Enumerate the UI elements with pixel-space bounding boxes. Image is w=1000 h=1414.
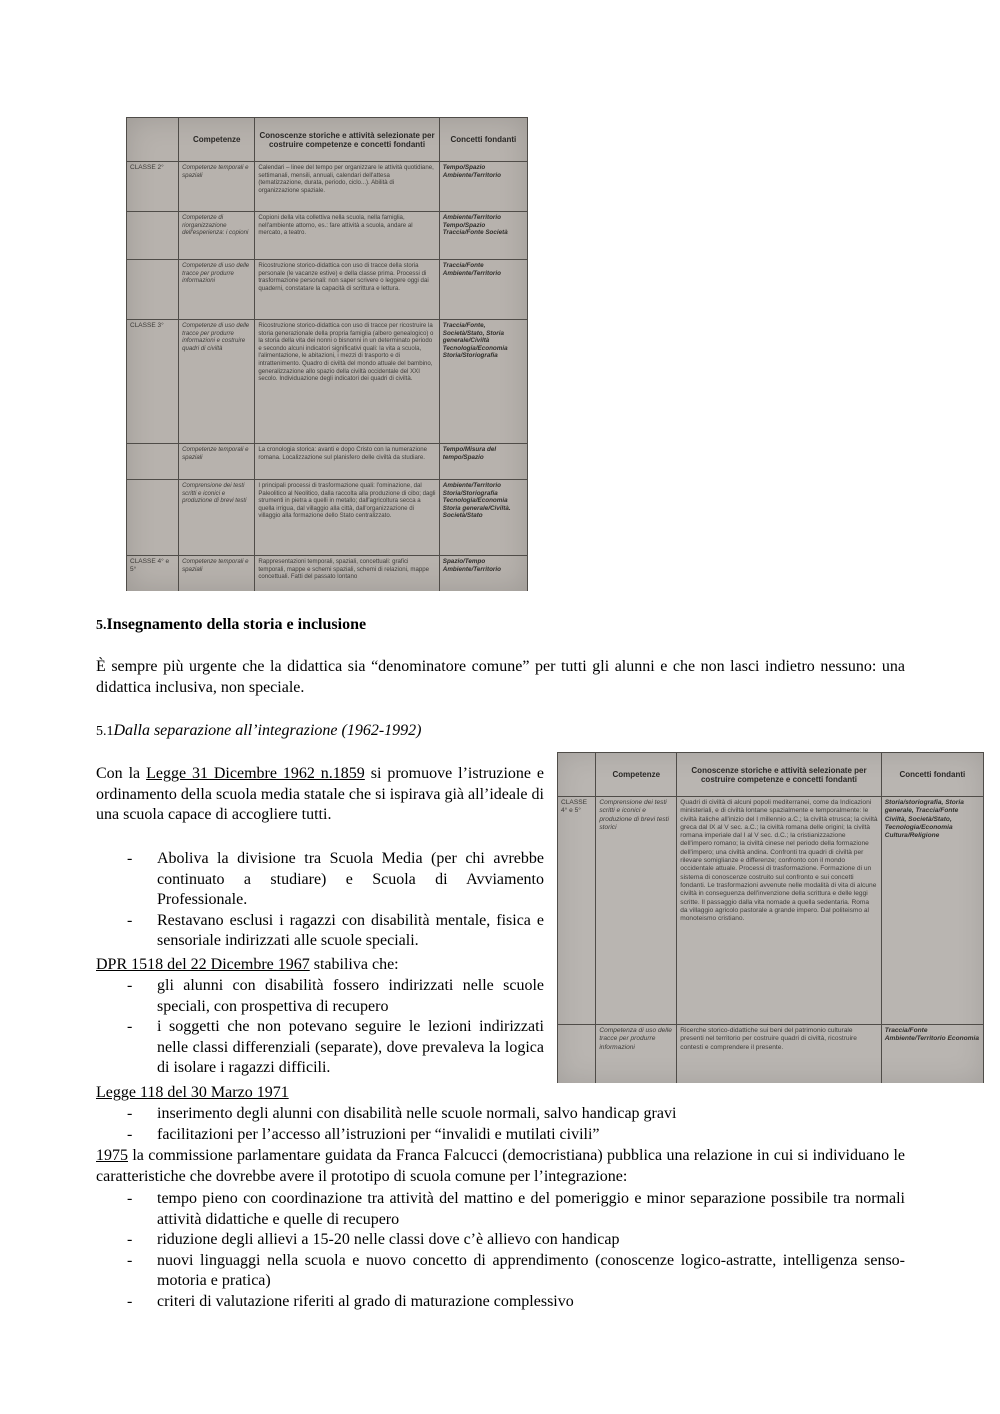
table-competenze-cell: Competenze temporali e spaziali [179, 162, 255, 212]
list-item: - riduzione degli allievi a 15-20 nelle classi dove c’è allievo con handicap [127, 1231, 620, 1248]
table-competenze-cell: Competenza di uso delle tracce per produrre informazioni [596, 1025, 677, 1084]
table-concetti-cell: Traccia/Fonte Ambiente/Territorio [439, 260, 527, 320]
table-class-cell [127, 212, 179, 260]
table-class-cell: CLASSE 3° [127, 320, 179, 444]
list-item: - gli alunni con disabilità fossero indirizzati nelle scuole speciali, con prospettiva di recupero [127, 977, 544, 1015]
table-competenze-cell: Comprensione dei testi scritti e iconici e produzione di brevi testi [179, 480, 255, 556]
table-concetti-cell: Traccia/Fonte, Società/Stato, Storia generale/Civiltà Tecnologia/Economia Storia/Storiografia [439, 320, 527, 444]
list-dpr-1967 [127, 976, 544, 1079]
table-class-cell [558, 1025, 596, 1084]
table-concetti-cell: Spazio/Tempo Ambiente/Territorio [439, 556, 527, 592]
paragraph-legge-1971 [96, 1083, 289, 1104]
table-competenze-cell: Competenze di riorganizzazione dell'esperienza: i copioni [179, 212, 255, 260]
header-competenze: Competenze [596, 753, 677, 797]
table-class-cell: CLASSE 4° e 5° [558, 797, 596, 1025]
table-concetti-cell: Ambiente/Territorio Storia/Storiografia Tecnologia/Economia Storia generale/Civiltà. Società/Stato [439, 480, 527, 556]
table-conoscenze-cell: Quadri di civiltà di alcuni popoli mediterranei, come da Indicazioni ministeriali, e di civiltà lontane spazialmente e temporalmente: le civiltà italiche all'inizio del I millennio a.C.; la civiltà etrusca; la civiltà greca dal IX al V sec. a.C.; la civiltà romana delle origini; la civiltà romana imperiale dal I al V sec. d.C.; la cristianizzazione dell'impero romano; la civiltà cinese nel periodo della formazione dell'impero; una civiltà andina. Confronti tra quadri di civiltà per rilevare somiglianze e differenze; confronto con il mondo occidentale attuale. Processi di trasformazione. Formazione di un sistema di conoscenze costruito sul confronto e sui concetti fondanti. Le trasformazioni avvenute nelle modalità di vita di alcune civiltà in conseguenza dell'invenzione della scrittura e delle leggi scritte. Il passaggio dalla vita nomade a quella sedentaria. Roma da villaggio agricolo pastorale a grande impero. Dal politeismo al monoteismo cristiano. [677, 797, 881, 1025]
list-item: - inserimento degli alunni con disabilità nelle scuole normali, salvo handicap gravi [127, 1105, 677, 1122]
table-conoscenze-cell: I principali processi di trasformazione quali: l'ominazione, dal Paleolitico al Neolitico, dalla raccolta alla produzione di cibo; dagli strumenti in pietra a quelli in metallo; dall'agricoltura secca a quella irrigua, dal villaggio alla città, dall'organizzazione di villaggio alla formazione dello Stato centralizzato. [255, 480, 439, 556]
list-item: - i soggetti che non potevano seguire le lezioni indirizzati nelle classi differenziali (separate), dove prevaleva la logica di isolare i ragazzi difficili. [127, 1018, 544, 1076]
section-5-intro: È sempre più urgente che la didattica sia “denominatore comune” per tutti gli alunni e che non lasci indietro nessuno: una didattica inclusiva, non speciale. [96, 658, 905, 696]
table-photo-2 [557, 752, 984, 1083]
table-photo-1 [126, 117, 528, 591]
header-concetti: Concetti fondanti [439, 118, 527, 162]
list-item: - Restavano esclusi i ragazzi con disabilità mentale, fisica e sensoriale indirizzati alle scuole speciali. [127, 911, 544, 949]
list-item: - criteri di valutazione riferiti al grado di maturazione complessivo [127, 1292, 574, 1310]
table-concetti-cell: Traccia/Fonte Ambiente/Territorio Economia [881, 1025, 983, 1084]
section-5-1-heading: 5.1Dalla separazione all’integrazione (1962-1992) [96, 722, 422, 739]
table-conoscenze-cell: Ricostruzione storico-didattica con uso di tracce della storia personale (le vacanze estive) e della classe prima. Processi di trasformazione personali: non saper scrivere o leggere oggi dai quaderni, constatare la capacità di scrittura e lettura. [255, 260, 439, 320]
table-concetti-cell: Ambiente/Territorio Tempo/Spazio Traccia/Fonte Società [439, 212, 527, 260]
table-class-cell: CLASSE 4° e 5° [127, 556, 179, 592]
table-competenze-cell: Competenze di uso delle tracce per produrre informazioni e costruire quadri di civiltà [179, 320, 255, 444]
year-reference: 1975 [96, 1147, 128, 1164]
table-conoscenze-cell: Ricerche storico-didattiche sui beni del patrimonio culturale presenti nel territorio per costruire quadri di civiltà, ricostruire contesti e comprendere il presente. [677, 1025, 881, 1084]
table-class-cell [127, 480, 179, 556]
paragraph-1975: 1975 la commissione parlamentare guidata da Franca Falcucci (democristiana) pubblica una relazione in cui si individuano le caratteristiche che dovrebbe avere il prototipo di scuola comune per l’integrazione: [96, 1147, 905, 1185]
list-item: - tempo pieno con coordinazione tra attività del mattino e del pomeriggio e minor separazione possibile tra normali attività didattiche e quelle di recupero [127, 1190, 905, 1228]
table-conoscenze-cell: Rappresentazioni temporali, spaziali, concettuali: grafici temporali, mappe e schemi spaziali, schemi di relazioni, mappe concettuali. Fatti del passato lontano [255, 556, 439, 592]
paragraph-dpr-1967: DPR 1518 del 22 Dicembre 1967 stabiliva che: [96, 956, 399, 973]
table-concetti-cell: Tempo/Misura del tempo/Spazio [439, 444, 527, 480]
section-5-heading: 5.Insegnamento della storia e inclusione [96, 616, 367, 633]
table-concetti-cell: Storia/storiografia, Storia generale, Traccia/Fonte Civiltà, Società/Stato, Tecnologia/Economia Cultura/Religione [881, 797, 983, 1025]
header-competenze: Competenze [179, 118, 255, 162]
list-item: - nuovi linguaggi nella scuola e nuovo concetto di apprendimento (conoscenze logico-astratte, intelligenza senso-motoria e pratica) [127, 1251, 905, 1289]
table-conoscenze-cell: Ricostruzione storico-didattica con uso di tracce per ricostruire la storia generazionale della propria famiglia (albero genealogico) o la storia della vita dei nonni o bisnonni in un determinato periodo e secondo alcuni indicatori significativi quali: la vita a scuola, l'alimentazione, le abitazioni, i mezzi di trasporto e di intrattenimento. Quadro di civiltà del mondo attuale del bambino, generalizzazione allo spazio della civiltà occidentale del XXI secolo. Individuazione degli indicatori dei quadri di civiltà. [255, 320, 439, 444]
table-competenze-cell: Competenze temporali e spaziali [179, 444, 255, 480]
table-concetti-cell: Tempo/Spazio Ambiente/Territorio [439, 162, 527, 212]
table-class-cell: CLASSE 2° [127, 162, 179, 212]
table-class-cell [127, 260, 179, 320]
list-1975 [127, 1189, 905, 1312]
table-conoscenze-cell: Calendari – linee del tempo per organizzare le attività quotidiane, settimanali, mensili, annuali, calendari dell'attesa (tematizzazione, durata, periodo, ciclo...). Abilità di organizzazione spaziale. [255, 162, 439, 212]
law-reference: Legge 118 del 30 Marzo 1971 [96, 1084, 289, 1101]
table-class-cell [127, 444, 179, 480]
header-conoscenze: Conoscenze storiche e attività selezionate per costruire competenze e concetti fondanti [255, 118, 439, 162]
list-item: - facilitazioni per l’accesso all’istruzioni per “invalidi e mutilati civili” [127, 1125, 600, 1143]
table-competenze-cell: Comprensione dei testi scritti e iconici e produzione di brevi testi storici [596, 797, 677, 1025]
table-conoscenze-cell: Copioni della vita collettiva nella scuola, nella famiglia, nell'ambiente attorno, es.: fare attività a scuola, andare al mercato, a teatro. [255, 212, 439, 260]
law-reference: DPR 1518 del 22 Dicembre 1967 [96, 956, 310, 973]
competence-table-1 [126, 117, 528, 591]
list-item: - Aboliva la divisione tra Scuola Media (per chi avrebbe continuato a studiare) e Scuola di Avviamento Professionale. [127, 850, 544, 908]
list-legge-1962 [127, 849, 544, 952]
header-concetti: Concetti fondanti [881, 753, 983, 797]
list-legge-1971 [127, 1104, 905, 1145]
table-conoscenze-cell: La cronologia storica: avanti e dopo Cristo con la numerazione romana. Localizzazione sul planisfero delle civiltà da studiare. [255, 444, 439, 480]
competence-table-2 [557, 752, 984, 1083]
table-competenze-cell: Competenze di uso delle tracce per produrre informazioni [179, 260, 255, 320]
paragraph-legge-1962: Con la Legge 31 Dicembre 1962 n.1859 si promuove l’istruzione e ordinamento della scuola media statale che si ispirava già all’ideale di una scuola capace di accogliere tutti. [96, 765, 545, 823]
header-conoscenze: Conoscenze storiche e attività selezionate per costruire competenze e concetti fondanti [677, 753, 881, 797]
law-reference: Legge 31 Dicembre 1962 n.1859 [146, 765, 365, 782]
table-competenze-cell: Competenze temporali e spaziali [179, 556, 255, 592]
